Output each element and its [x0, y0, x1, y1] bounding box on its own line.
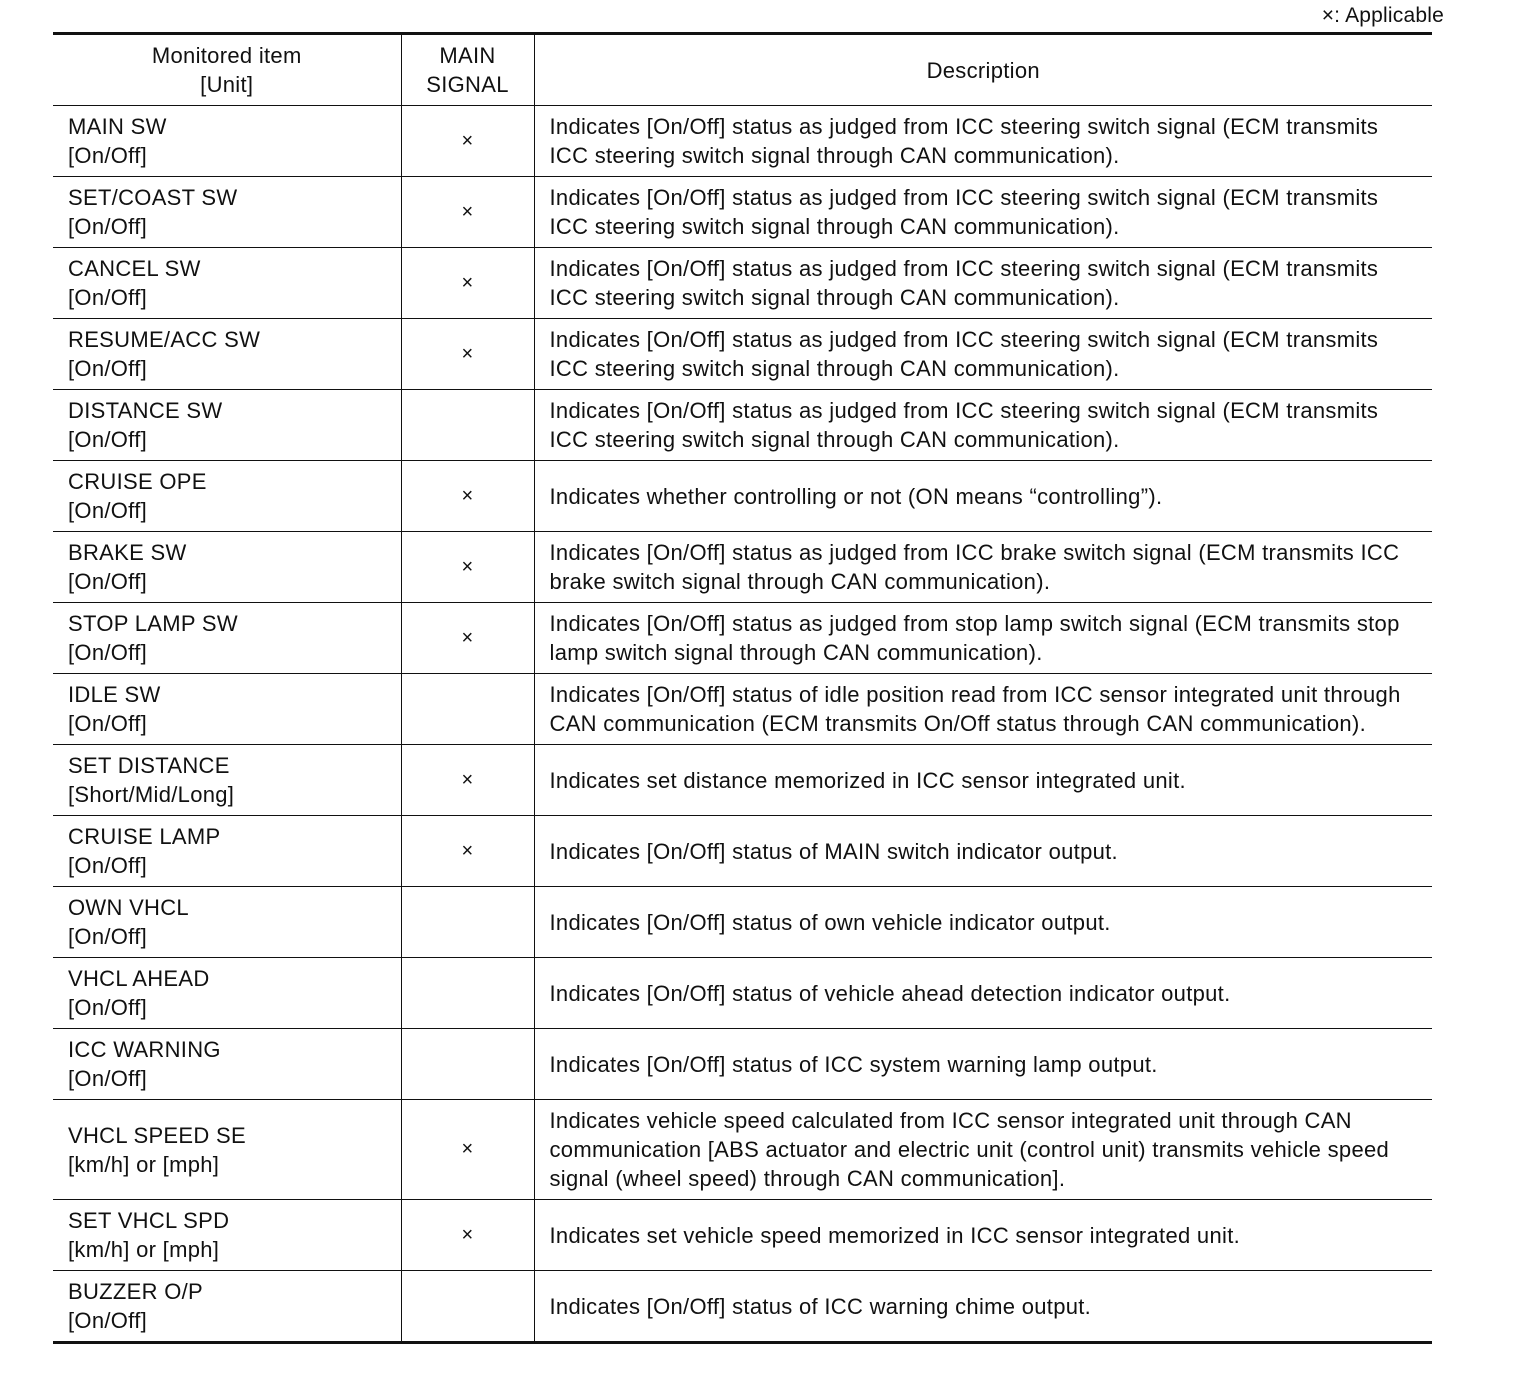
- main-signal-cell: [401, 887, 534, 958]
- table-row: [53, 177, 1432, 248]
- description-cell: Indicates [On/Off] status of ICC system warning lamp output.: [534, 1029, 1432, 1100]
- main-signal-cell: ×: [401, 1200, 534, 1271]
- header-monitored-item: [53, 34, 401, 106]
- item-unit: [On/Off]: [68, 285, 148, 310]
- main-signal-cell: [401, 674, 534, 745]
- description-cell: Indicates set vehicle speed memorized in ICC sensor integrated unit.: [534, 1200, 1432, 1271]
- monitored-item-cell: [53, 887, 401, 958]
- description-cell: Indicates [On/Off] status as judged from ICC steering switch signal (ECM transmits ICC steering switch signal through CAN communication).: [534, 106, 1432, 177]
- item-unit: [km/h] or [mph]: [68, 1151, 220, 1177]
- main-signal-cell: ×: [401, 248, 534, 319]
- main-signal-cell: ×: [401, 177, 534, 248]
- table-row: [53, 1271, 1432, 1343]
- item-unit: [On/Off]: [68, 924, 148, 949]
- item-unit: [On/Off]: [68, 498, 148, 523]
- item-name: RESUME/ACC SW: [68, 327, 261, 352]
- main-signal-cell: [401, 1271, 534, 1343]
- main-signal-cell: [401, 1029, 534, 1100]
- item-name: CRUISE OPE: [68, 469, 207, 494]
- table-row: [53, 674, 1432, 745]
- monitored-item-cell: [53, 674, 401, 745]
- description-cell: Indicates [On/Off] status as judged from stop lamp switch signal (ECM transmits stop lamp switch signal through CAN communication).: [534, 603, 1432, 674]
- item-unit: [On/Off]: [68, 853, 148, 878]
- monitored-item-cell: [53, 461, 401, 532]
- table-header-row: [53, 34, 1432, 106]
- item-unit: [On/Off]: [68, 569, 148, 594]
- item-unit: [On/Off]: [68, 143, 148, 168]
- item-name: CANCEL SW: [68, 256, 201, 281]
- main-signal-cell: ×: [401, 532, 534, 603]
- item-unit: [On/Off]: [68, 214, 148, 239]
- item-name: VHCL SPEED SE: [68, 1122, 246, 1148]
- item-unit: [On/Off]: [68, 1066, 148, 1091]
- table-row: [53, 106, 1432, 177]
- table-row: [53, 816, 1432, 887]
- table-row: [53, 248, 1432, 319]
- table-row: [53, 1200, 1432, 1271]
- table-row: [53, 532, 1432, 603]
- header-monitored-item-unit: [Unit]: [200, 72, 254, 97]
- monitored-item-cell: [53, 1100, 401, 1200]
- item-name: STOP LAMP SW: [68, 611, 238, 636]
- monitored-item-cell: [53, 390, 401, 461]
- table-row: [53, 390, 1432, 461]
- item-name: MAIN SW: [68, 114, 167, 139]
- item-name: SET/COAST SW: [68, 185, 238, 210]
- monitored-item-cell: [53, 958, 401, 1029]
- description-cell: Indicates [On/Off] status of idle position read from ICC sensor integrated unit through CAN communication (ECM transmits On/Off status through CAN communication).: [534, 674, 1432, 745]
- description-cell: Indicates [On/Off] status as judged from ICC brake switch signal (ECM transmits ICC brake switch signal through CAN communication).: [534, 532, 1432, 603]
- item-name: IDLE SW: [68, 682, 161, 707]
- item-unit: [km/h] or [mph]: [68, 1237, 220, 1262]
- monitored-item-cell: [53, 319, 401, 390]
- table-row: [53, 958, 1432, 1029]
- description-cell: Indicates [On/Off] status as judged from ICC steering switch signal (ECM transmits ICC steering switch signal through CAN communication).: [534, 248, 1432, 319]
- description-cell: Indicates whether controlling or not (ON means “controlling”).: [534, 461, 1432, 532]
- item-unit: [On/Off]: [68, 995, 148, 1020]
- description-cell: Indicates [On/Off] status as judged from ICC steering switch signal (ECM transmits ICC steering switch signal through CAN communication).: [534, 319, 1432, 390]
- description-cell: Indicates [On/Off] status as judged from ICC steering switch signal (ECM transmits ICC steering switch signal through CAN communication).: [534, 390, 1432, 461]
- description-cell: Indicates [On/Off] status of own vehicle indicator output.: [534, 887, 1432, 958]
- item-unit: [On/Off]: [68, 711, 148, 736]
- item-unit: [On/Off]: [68, 427, 148, 452]
- main-signal-cell: ×: [401, 106, 534, 177]
- monitored-item-cell: [53, 1029, 401, 1100]
- monitor-items-table: [53, 32, 1432, 1344]
- item-name: BUZZER O/P: [68, 1279, 204, 1304]
- monitored-item-cell: [53, 532, 401, 603]
- description-cell: Indicates vehicle speed calculated from ICC sensor integrated unit through CAN communication [ABS actuator and electric unit (control unit) transmits vehicle speed signal (wheel speed) through CAN communication].: [534, 1100, 1432, 1200]
- monitored-item-cell: [53, 106, 401, 177]
- main-signal-cell: [401, 958, 534, 1029]
- table-row: [53, 461, 1432, 532]
- main-signal-cell: ×: [401, 603, 534, 674]
- item-name: SET DISTANCE: [68, 753, 230, 778]
- item-name: VHCL AHEAD: [68, 966, 210, 991]
- header-main-signal-line1: MAIN: [439, 43, 496, 68]
- monitored-item-cell: [53, 745, 401, 816]
- monitored-item-cell: [53, 177, 401, 248]
- description-cell: Indicates [On/Off] status as judged from ICC steering switch signal (ECM transmits ICC steering switch signal through CAN communication).: [534, 177, 1432, 248]
- item-name: ICC WARNING: [68, 1037, 221, 1062]
- table-row: [53, 603, 1432, 674]
- item-name: DISTANCE SW: [68, 398, 223, 423]
- table-row: [53, 1100, 1432, 1200]
- item-name: SET VHCL SPD: [68, 1208, 230, 1233]
- item-unit: [On/Off]: [68, 1308, 148, 1333]
- monitored-item-cell: [53, 603, 401, 674]
- header-main-signal-line2: SIGNAL: [426, 72, 509, 97]
- header-monitored-item-title: Monitored item: [151, 43, 302, 68]
- monitored-item-cell: [53, 1200, 401, 1271]
- monitored-item-cell: [53, 1271, 401, 1343]
- header-description: Description: [534, 34, 1432, 106]
- item-name: BRAKE SW: [68, 540, 187, 565]
- header-main-signal: [401, 34, 534, 106]
- table-row: [53, 319, 1432, 390]
- description-cell: Indicates [On/Off] status of MAIN switch indicator output.: [534, 816, 1432, 887]
- item-name: OWN VHCL: [68, 895, 189, 920]
- table-row: [53, 1029, 1432, 1100]
- main-signal-cell: ×: [401, 816, 534, 887]
- description-cell: Indicates [On/Off] status of vehicle ahead detection indicator output.: [534, 958, 1432, 1029]
- description-cell: Indicates [On/Off] status of ICC warning chime output.: [534, 1271, 1432, 1343]
- item-name: CRUISE LAMP: [68, 824, 221, 849]
- applicable-legend: ×: Applicable: [1321, 4, 1444, 27]
- main-signal-cell: ×: [401, 319, 534, 390]
- table-row: [53, 887, 1432, 958]
- monitored-item-cell: [53, 816, 401, 887]
- monitored-item-cell: [53, 248, 401, 319]
- item-unit: [On/Off]: [68, 356, 148, 381]
- description-cell: Indicates set distance memorized in ICC sensor integrated unit.: [534, 745, 1432, 816]
- main-signal-cell: [401, 390, 534, 461]
- main-signal-cell: ×: [401, 461, 534, 532]
- main-signal-cell: ×: [401, 1100, 534, 1200]
- item-unit: [Short/Mid/Long]: [68, 782, 235, 807]
- item-unit: [On/Off]: [68, 640, 148, 665]
- main-signal-cell: ×: [401, 745, 534, 816]
- table-row: [53, 745, 1432, 816]
